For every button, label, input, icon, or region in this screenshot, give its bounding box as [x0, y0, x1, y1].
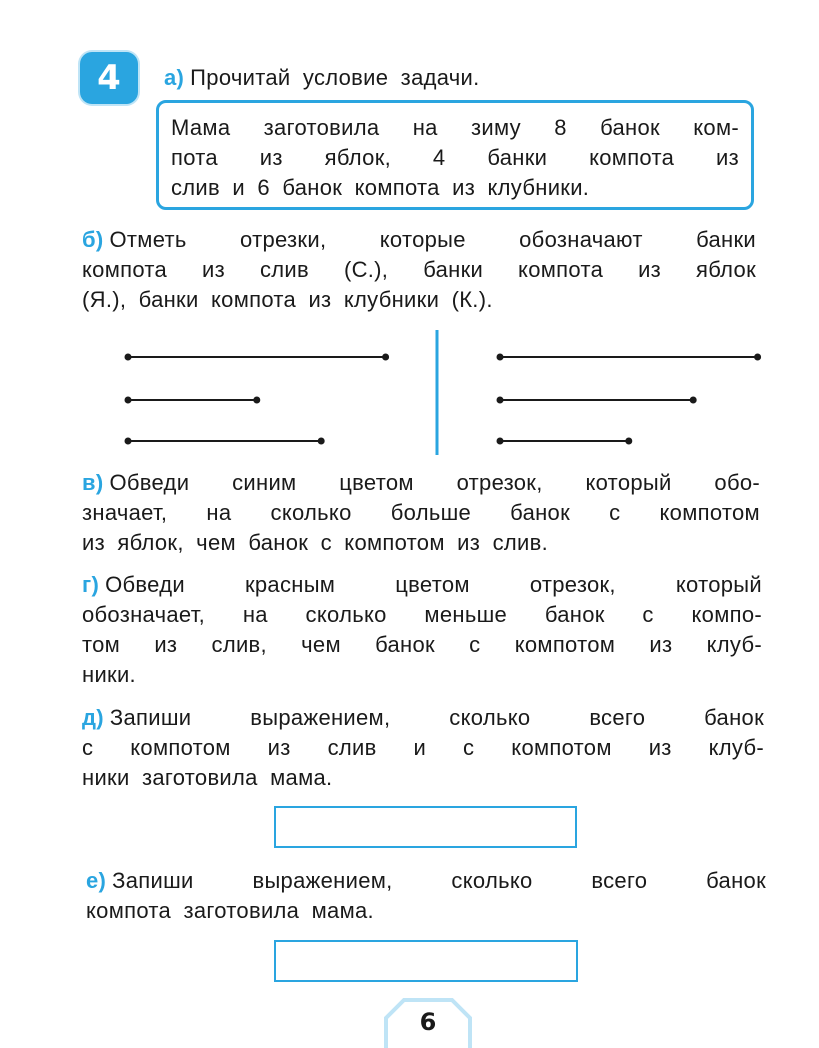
part-b-label: б) — [82, 227, 104, 252]
left-segment-1-end-dot — [382, 354, 389, 361]
part-a-label: а) — [164, 65, 185, 90]
part-g-line: обозначает, на сколько меньше банок с компо- — [82, 602, 762, 627]
part-g-line: Обведи красным цветом отрезок, который — [105, 572, 762, 597]
condition-line: Мама заготовила на зиму 8 банок ком- — [171, 115, 739, 140]
part-d-line: Запиши выражением, сколько всего банок — [109, 705, 764, 730]
part-a-text: Прочитай условие задачи. — [190, 65, 480, 90]
left-segment-2-start-dot — [125, 397, 132, 404]
part-e-line: Запиши выражением, сколько всего банок — [112, 868, 766, 893]
part-v-line: Обведи синим цветом отрезок, который обо- — [109, 470, 760, 495]
part-v-line: значает, на сколько больше банок с компотом — [82, 500, 760, 525]
left-segment-group — [125, 354, 390, 445]
right-segment-1-start-dot — [497, 354, 504, 361]
right-segment-3-end-dot — [625, 438, 632, 445]
part-v-line: из яблок, чем банок с компотом из слив. — [82, 530, 548, 555]
part-e-label: е) — [86, 868, 107, 893]
left-segment-3-start-dot — [125, 438, 132, 445]
right-segment-3-start-dot — [497, 438, 504, 445]
part-e-line: компота заготовила мама. — [86, 898, 374, 923]
part-v — [82, 468, 760, 558]
condition-line: слив и 6 банок компота из клубники. — [171, 175, 590, 200]
left-segment-3-end-dot — [318, 438, 325, 445]
answer-box-d[interactable] — [274, 806, 577, 848]
part-g — [82, 570, 762, 690]
part-v-label: в) — [82, 470, 104, 495]
page-number: 6 — [419, 1008, 437, 1036]
right-segment-group — [497, 354, 762, 445]
condition-line: пота из яблок, 4 банки компота из — [171, 145, 739, 170]
part-d — [82, 703, 764, 793]
part-e — [86, 866, 766, 926]
answer-box-e[interactable] — [274, 940, 578, 982]
part-b-line: компота из слив (С.), банки компота из яблок — [82, 257, 756, 282]
segments-diagram — [0, 0, 819, 470]
part-b-line: (Я.), банки компота из клубники (К.). — [82, 287, 493, 312]
page-number-tab — [384, 998, 472, 1048]
right-segment-2-start-dot — [497, 397, 504, 404]
part-g-line: ники. — [82, 662, 136, 687]
part-b-line: Отметь отрезки, которые обозначают банки — [109, 227, 756, 252]
part-g-label: г) — [82, 572, 100, 597]
part-d-line: с компотом из слив и с компотом из клуб- — [82, 735, 764, 760]
part-d-line: ники заготовила мама. — [82, 765, 333, 790]
part-d-label: д) — [82, 705, 104, 730]
right-segment-1-end-dot — [754, 354, 761, 361]
right-segment-2-end-dot — [690, 397, 697, 404]
task-number: 4 — [97, 58, 121, 98]
part-g-line: том из слив, чем банок с компотом из клуб- — [82, 632, 762, 657]
left-segment-2-end-dot — [253, 397, 260, 404]
left-segment-1-start-dot — [125, 354, 132, 361]
